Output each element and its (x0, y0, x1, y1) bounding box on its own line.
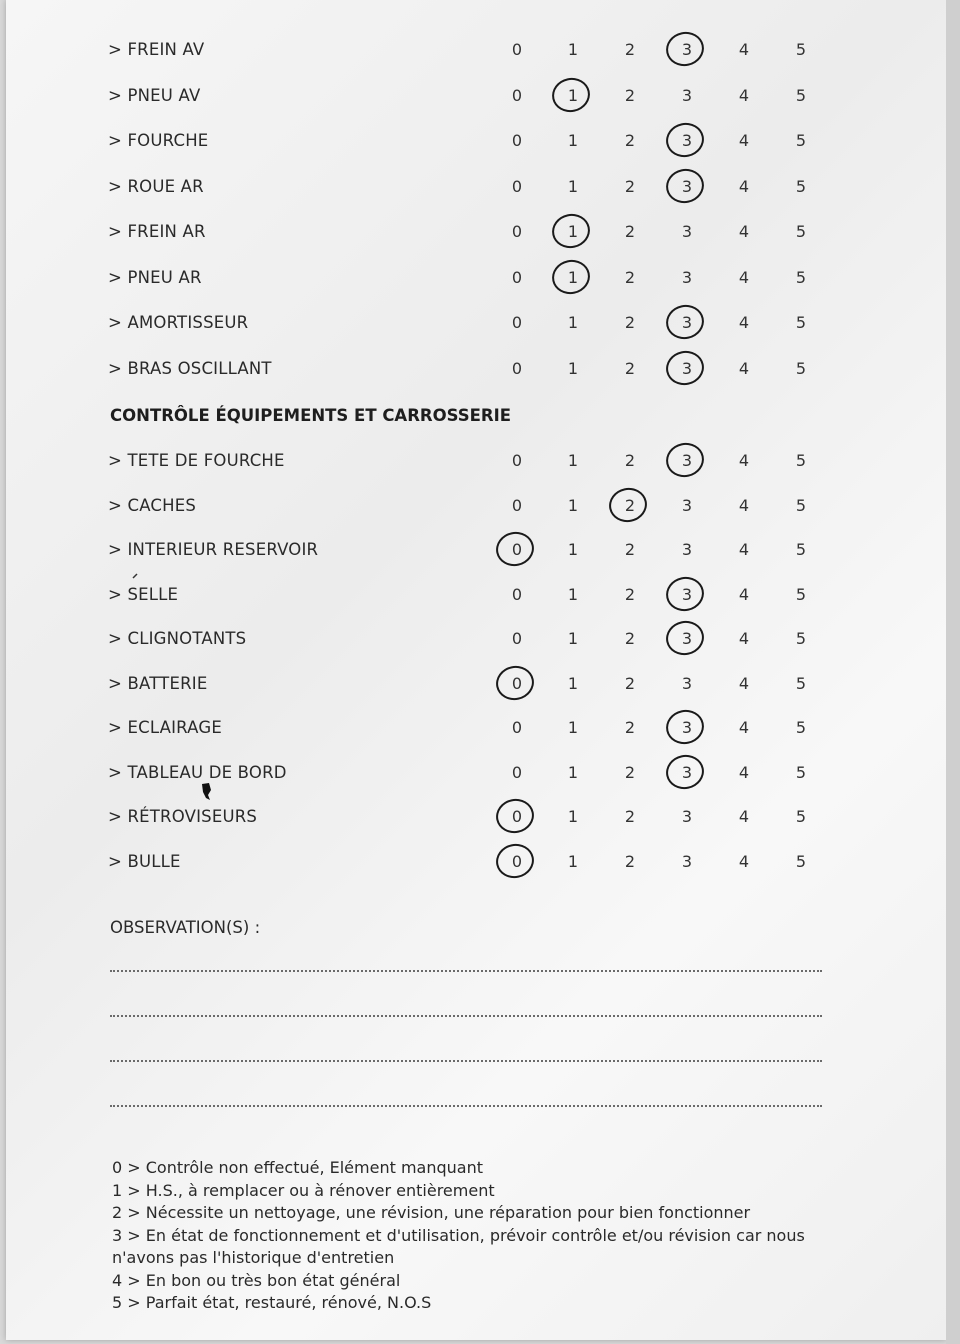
score-option[interactable]: 2 (624, 540, 636, 559)
score-option[interactable]: 2 (624, 85, 636, 105)
score-option[interactable]: 3 (681, 222, 693, 241)
score-option[interactable]: 2 (624, 176, 636, 196)
score-option[interactable]: 4 (738, 495, 750, 515)
score-option[interactable]: 5 (795, 495, 807, 515)
score-option[interactable]: 1 (567, 629, 579, 648)
score-option[interactable]: 1 (563, 222, 583, 241)
score-option[interactable]: 0 (511, 584, 523, 604)
row-label: > FREIN AV (108, 40, 205, 59)
score-option[interactable]: 0 (507, 852, 527, 871)
score-option[interactable]: 1 (567, 40, 579, 59)
score-option[interactable]: 1 (563, 86, 583, 105)
legend-item: 1 > H.S., à remplacer ou à rénover entièrement (112, 1180, 495, 1200)
score-option[interactable]: 1 (567, 584, 579, 604)
score-option[interactable]: 5 (795, 851, 807, 871)
score-option[interactable]: 4 (738, 222, 750, 241)
rating-row (0, 40, 960, 70)
score-option[interactable]: 2 (624, 40, 636, 59)
score-option[interactable]: 0 (511, 267, 523, 287)
score-option[interactable]: 1 (567, 451, 579, 470)
score-option[interactable]: 1 (567, 540, 579, 559)
score-option[interactable]: 3 (677, 629, 697, 648)
score-option[interactable]: 5 (795, 718, 807, 737)
row-label: > CACHES (108, 495, 197, 515)
score-option[interactable]: 0 (511, 629, 523, 648)
score-option[interactable]: 0 (511, 131, 523, 150)
score-option[interactable]: 1 (567, 131, 579, 150)
row-label: > SELLE (108, 584, 179, 604)
score-option[interactable]: 4 (738, 629, 750, 648)
score-option[interactable]: 4 (738, 176, 750, 196)
score-option[interactable]: 4 (738, 313, 750, 332)
rating-row (0, 585, 960, 615)
score-option[interactable]: 0 (511, 718, 523, 737)
observation-line[interactable] (110, 1015, 822, 1017)
score-option[interactable]: 5 (795, 451, 807, 470)
score-option[interactable]: 1 (567, 358, 579, 378)
rating-row (0, 177, 960, 207)
score-option[interactable]: 2 (624, 851, 636, 871)
score-option[interactable]: 3 (677, 763, 697, 782)
row-label: > ROUE AR (108, 176, 204, 196)
rating-row (0, 674, 960, 704)
score-option[interactable]: 5 (795, 584, 807, 604)
score-option[interactable]: 4 (738, 673, 750, 693)
score-option[interactable]: 5 (795, 85, 807, 105)
score-option[interactable]: 5 (795, 762, 807, 782)
row-label: > FREIN AR (108, 222, 206, 241)
score-option[interactable]: 5 (795, 358, 807, 378)
row-label: > PNEU AR (108, 267, 202, 287)
rating-row (0, 763, 960, 793)
rating-row (0, 451, 960, 481)
score-option[interactable]: 4 (738, 718, 750, 737)
row-label: > TETE DE FOURCHE (108, 451, 285, 470)
score-option[interactable]: 1 (563, 268, 583, 287)
row-label: > CLIGNOTANTS (108, 629, 247, 648)
score-option[interactable]: 4 (738, 851, 750, 871)
score-option[interactable]: 3 (677, 585, 697, 604)
score-option[interactable]: 5 (795, 40, 807, 59)
score-option[interactable]: 3 (677, 718, 697, 737)
legend-item: 2 > Nécessite un nettoyage, une révision, une réparation pour bien fonctionner (112, 1203, 751, 1222)
row-label: > BRAS OSCILLANT (108, 358, 272, 378)
score-option[interactable]: 5 (795, 313, 807, 332)
section-title: CONTRÔLE ÉQUIPEMENTS ET CARROSSERIE (110, 406, 512, 425)
legend-item: 5 > Parfait état, restauré, rénové, N.O.S (112, 1293, 432, 1312)
score-option[interactable]: 0 (511, 451, 523, 470)
score-option[interactable]: 2 (624, 222, 636, 241)
score-option[interactable]: 4 (738, 267, 750, 287)
score-option[interactable]: 3 (681, 85, 693, 105)
rating-row (0, 359, 960, 389)
score-option[interactable]: 0 (507, 674, 527, 693)
score-option[interactable]: 2 (624, 673, 636, 693)
legend-item: 4 > En bon ou très bon état général (112, 1270, 401, 1290)
score-option[interactable]: 5 (795, 629, 807, 648)
score-option[interactable]: 5 (795, 540, 807, 559)
score-option[interactable]: 3 (677, 40, 697, 59)
legend-item: n'avons pas l'historique d'entretien (112, 1248, 395, 1267)
score-option[interactable]: 2 (624, 451, 636, 470)
score-option[interactable]: 2 (624, 131, 636, 150)
rating-row (0, 540, 960, 570)
rating-row (0, 86, 960, 116)
observations-label: OBSERVATION(S) : (110, 918, 261, 937)
score-option[interactable]: 5 (795, 267, 807, 287)
score-option[interactable]: 2 (624, 267, 636, 287)
score-option[interactable]: 2 (624, 358, 636, 378)
score-option[interactable]: 0 (511, 313, 523, 332)
rating-row (0, 222, 960, 252)
score-option[interactable]: 2 (624, 313, 636, 332)
row-label: > RÉTROVISEURS (108, 807, 258, 826)
score-option[interactable]: 3 (681, 851, 693, 871)
observation-line[interactable] (110, 970, 822, 972)
rating-row (0, 313, 960, 343)
score-option[interactable]: 2 (624, 629, 636, 648)
score-option[interactable]: 0 (507, 540, 527, 559)
score-option[interactable]: 5 (795, 131, 807, 150)
score-option[interactable]: 0 (511, 762, 523, 782)
score-option[interactable]: 4 (738, 358, 750, 378)
rating-row (0, 852, 960, 882)
rating-row (0, 718, 960, 748)
score-option[interactable]: 4 (738, 584, 750, 604)
score-option[interactable]: 1 (567, 718, 579, 737)
score-option[interactable]: 4 (738, 131, 750, 150)
row-label: > FOURCHE (108, 131, 209, 150)
rating-row (0, 268, 960, 298)
score-option[interactable]: 4 (738, 540, 750, 559)
score-option[interactable]: 1 (567, 495, 579, 515)
score-option[interactable]: 3 (677, 359, 697, 378)
row-label: > AMORTISSEUR (108, 313, 249, 332)
observation-line[interactable] (110, 1060, 822, 1062)
row-label: > BULLE (108, 851, 181, 871)
score-option[interactable]: 3 (681, 540, 693, 559)
score-option[interactable]: 3 (681, 807, 693, 826)
row-label: > ECLAIRAGE (108, 718, 222, 737)
ink-blot-icon (200, 783, 212, 801)
score-option[interactable]: 3 (681, 673, 693, 693)
rating-legend (112, 1157, 812, 1315)
legend-item: 3 > En état de fonctionnement et d'utilisation, prévoir contrôle et/ou révision car nous (112, 1225, 805, 1245)
score-option[interactable]: 5 (795, 222, 807, 241)
score-option[interactable]: 1 (567, 851, 579, 871)
score-option[interactable]: 3 (677, 313, 697, 332)
row-label: > BATTERIE (108, 673, 208, 693)
observation-line[interactable] (110, 1105, 822, 1107)
score-option[interactable]: 2 (620, 496, 640, 515)
score-option[interactable]: 0 (511, 40, 523, 59)
score-option[interactable]: 0 (511, 358, 523, 378)
rating-row (0, 629, 960, 659)
score-option[interactable]: 4 (738, 40, 750, 59)
score-option[interactable]: 1 (567, 176, 579, 196)
score-option[interactable]: 5 (795, 807, 807, 826)
score-option[interactable]: 4 (738, 762, 750, 782)
rating-row (0, 131, 960, 161)
pen-mark-icon (132, 573, 138, 579)
score-option[interactable]: 4 (738, 85, 750, 105)
score-option[interactable]: 0 (511, 85, 523, 105)
score-option[interactable]: 0 (511, 176, 523, 196)
score-option[interactable]: 2 (624, 718, 636, 737)
row-label: > INTERIEUR RESERVOIR (108, 540, 319, 559)
score-option[interactable]: 3 (677, 177, 697, 196)
score-option[interactable]: 0 (511, 495, 523, 515)
rating-row (0, 496, 960, 526)
legend-item: 0 > Contrôle non effectué, Elément manquant (112, 1158, 483, 1177)
score-option[interactable]: 2 (624, 762, 636, 782)
score-option[interactable]: 4 (738, 451, 750, 470)
score-option[interactable]: 5 (795, 176, 807, 196)
score-option[interactable]: 3 (681, 495, 693, 515)
score-option[interactable]: 2 (624, 584, 636, 604)
score-option[interactable]: 4 (738, 807, 750, 826)
score-option[interactable]: 3 (677, 131, 697, 150)
score-option[interactable]: 0 (507, 807, 527, 826)
score-option[interactable]: 0 (511, 222, 523, 241)
score-option[interactable]: 2 (624, 807, 636, 826)
score-option[interactable]: 3 (677, 451, 697, 470)
rating-row (0, 807, 960, 837)
score-option[interactable]: 5 (795, 673, 807, 693)
score-option[interactable]: 3 (681, 267, 693, 287)
row-label: > TABLEAU DE BORD (108, 762, 287, 782)
score-option[interactable]: 1 (567, 673, 579, 693)
score-option[interactable]: 1 (567, 313, 579, 332)
score-option[interactable]: 1 (567, 807, 579, 826)
row-label: > PNEU AV (108, 85, 201, 105)
score-option[interactable]: 1 (567, 762, 579, 782)
